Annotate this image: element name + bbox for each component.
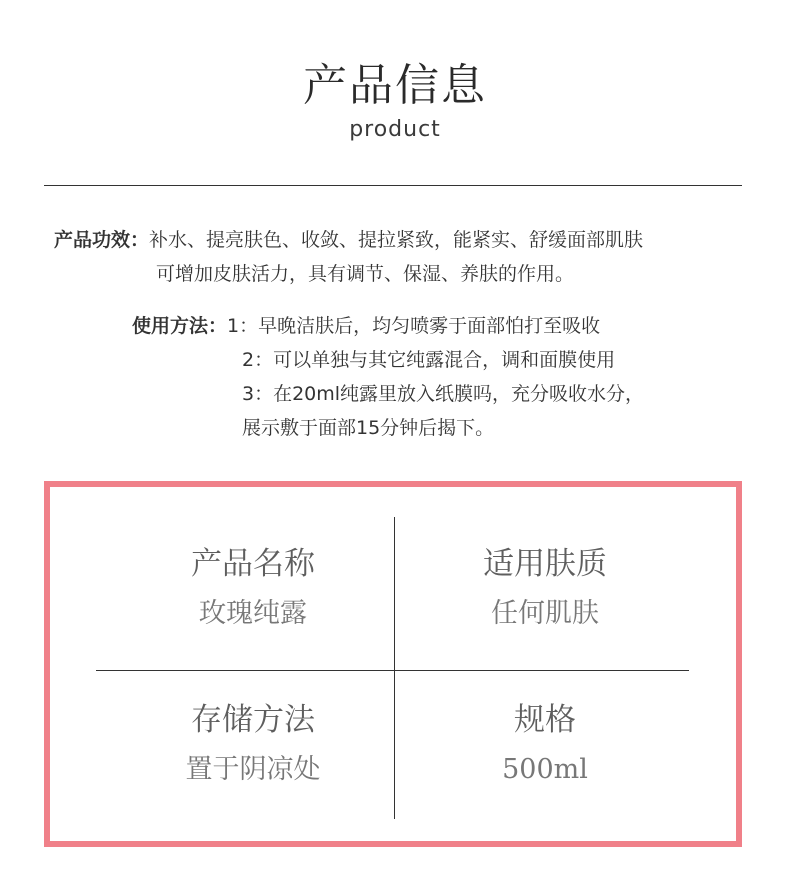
effects-text-2: 可增加皮肤活力，具有调节、保湿、养肤的作用。 xyxy=(156,263,575,285)
header-divider xyxy=(44,185,742,186)
usage-step-2: 2：可以单独与其它纯露混合，调和面膜使用 xyxy=(242,349,616,371)
spec-horizontal-divider xyxy=(96,670,689,671)
effects-line-1 xyxy=(54,223,643,257)
spec-heading-storage: 存储方法 xyxy=(191,702,315,738)
page-title: 产品信息 xyxy=(303,60,487,111)
usage-step-1: 1：早晚洁肤后，均匀喷雾于面部怕打至吸收 xyxy=(227,315,601,337)
spec-heading-volume: 规格 xyxy=(514,702,576,738)
effects-label: 产品功效： xyxy=(54,229,150,251)
usage-line-1 xyxy=(132,309,600,343)
spec-vertical-divider xyxy=(394,517,395,819)
spec-heading-skin-type: 适用肤质 xyxy=(483,546,607,582)
page-subtitle: product xyxy=(349,117,441,142)
spec-value-product-name: 玫瑰纯露 xyxy=(199,598,307,629)
spec-value-volume: 500ml xyxy=(502,754,588,785)
spec-frame xyxy=(44,481,742,847)
spec-value-storage: 置于阴凉处 xyxy=(185,754,321,785)
effects-text-1: 补水、提亮肤色、收敛、提拉紧致，能紧实、舒缓面部肌肤 xyxy=(149,229,644,251)
usage-label: 使用方法： xyxy=(132,315,228,337)
spec-value-skin-type: 任何肌肤 xyxy=(491,598,599,629)
spec-heading-product-name: 产品名称 xyxy=(191,546,315,582)
usage-step-3: 3：在20ml纯露里放入纸膜吗，充分吸收水分， xyxy=(242,383,645,405)
usage-step-3-cont: 展示敷于面部15分钟后揭下。 xyxy=(242,417,495,439)
